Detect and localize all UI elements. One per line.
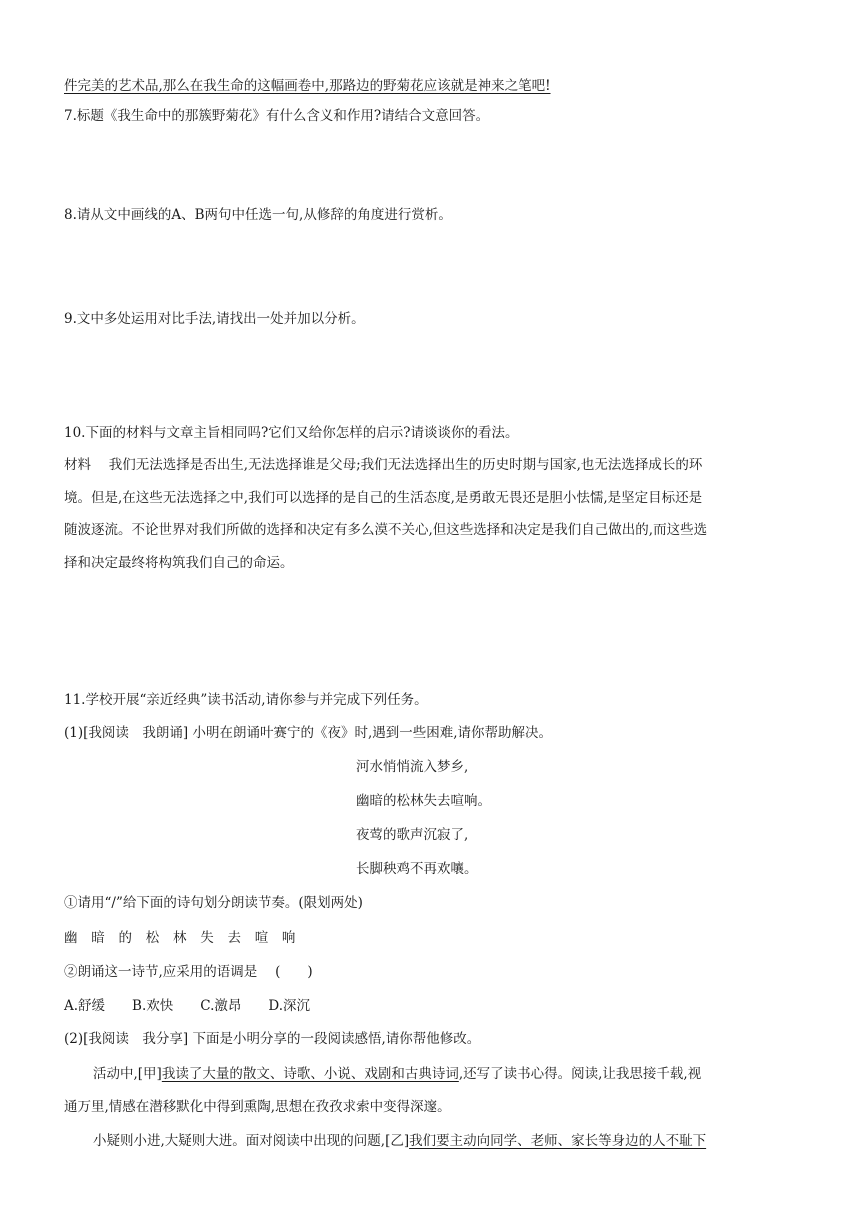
- para2-prefix: 小疑则小进,大疑则大进。面对阅读中出现的问题,[乙]: [93, 1133, 410, 1149]
- underlined-sentence: 件完美的艺术品,那么在我生命的这幅画卷中,那路边的野菊花应该就是神来之笔吧!: [64, 78, 551, 94]
- poem-line-4: 长脚秧鸡不再欢嚷。: [356, 861, 478, 877]
- share-paragraph-2-line-1: [93, 1131, 706, 1151]
- material-line-2: 境。但是,在这些无法选择之中,我们可以选择的是自己的生活态度,是勇敢无畏还是胆小怯懦,是坚定目标还是: [64, 490, 703, 506]
- sentence-jia: 我读了大量的散文、诗歌、小说、戏剧和古典诗词: [161, 1066, 459, 1082]
- poem-line-1: 河水悄悄流入梦乡,: [356, 759, 469, 775]
- share-paragraph-1-line-1: [93, 1064, 701, 1084]
- subquestion-1: ①请用“/”给下面的诗句划分朗读节奏。(限划两处): [64, 895, 363, 911]
- sentence-yi: 我们要主动向同学、老师、家长等身边的人不耻下: [409, 1133, 707, 1149]
- poem-line-2: 幽暗的松林失去喧响。: [356, 793, 491, 809]
- question-9: 9.文中多处运用对比手法,请找出一处并加以分析。: [64, 311, 365, 327]
- question-10: 10.下面的材料与文章主旨相同吗?它们又给你怎样的启示?请谈谈你的看法。: [64, 425, 519, 441]
- question-7: 7.标题《我生命中的那簇野菊花》有什么含义和作用?请结合文意回答。: [64, 108, 490, 124]
- passage-ending-line: [64, 76, 551, 96]
- material-line-1: 材料 我们无法选择是否出生,无法选择谁是父母;我们无法选择出生的历史时期与国家,也无法选择成长的环: [64, 457, 703, 473]
- material-line-4: 择和决定最终将构筑我们自己的命运。: [64, 555, 294, 571]
- material-line-3: 随波逐流。不论世界对我们所做的选择和决定有多么漠不关心,但这些选择和决定是我们自己做出的,而这些选: [64, 522, 708, 538]
- para1-prefix: 活动中,[甲]: [93, 1066, 162, 1082]
- question-11-part-1: (1)[我阅读 我朗诵] 小明在朗诵叶赛宁的《夜》时,遇到一些困难,请你帮助解决。: [64, 725, 553, 741]
- share-paragraph-1-line-2: 通万里,情感在潜移默化中得到熏陶,思想在孜孜求索中变得深邃。: [64, 1099, 451, 1115]
- question-11: 11.学校开展“亲近经典”读书活动,请你参与并完成下列任务。: [64, 692, 428, 708]
- answer-options: A.舒缓 B.欢快 C.激昂 D.深沉: [64, 998, 311, 1014]
- subquestion-2: ②朗诵这一诗节,应采用的语调是 ( ): [64, 964, 313, 980]
- question-8: 8.请从文中画线的A、B两句中任选一句,从修辞的角度进行赏析。: [64, 207, 452, 223]
- rhythm-line: 幽 暗 的 松 林 失 去 喧 响: [64, 930, 301, 946]
- para1-suffix: ,还写了读书心得。阅读,让我思接千载,视: [458, 1066, 702, 1082]
- poem-line-3: 夜莺的歌声沉寂了,: [356, 827, 469, 843]
- question-11-part-2: (2)[我阅读 我分享] 下面是小明分享的一段阅读感悟,请你帮他修改。: [64, 1031, 481, 1047]
